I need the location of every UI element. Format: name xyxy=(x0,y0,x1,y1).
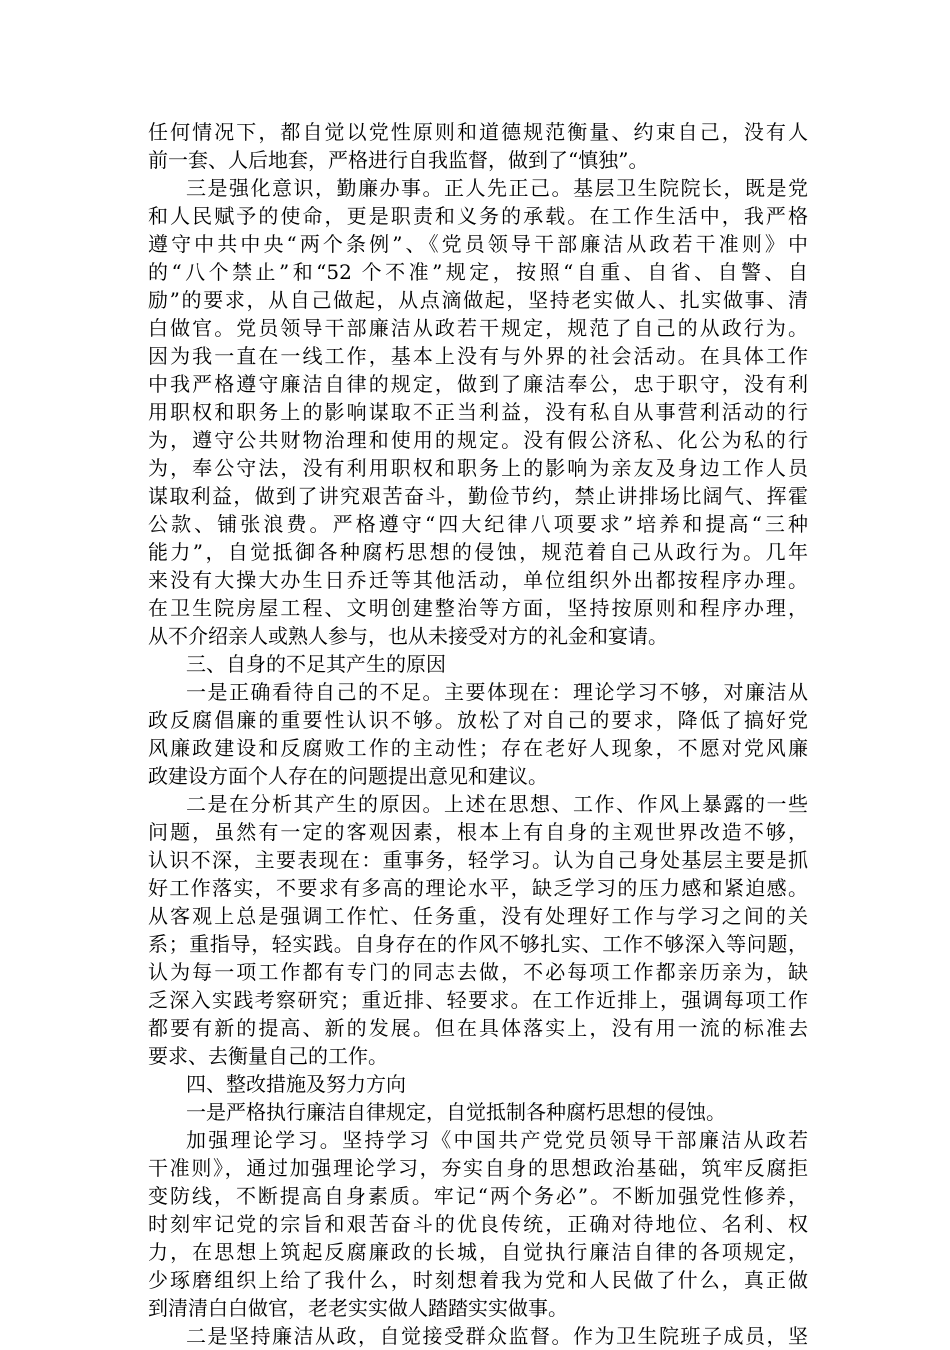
text-line: 为，奉公守法，没有利用职权和职务上的影响为亲友及身边工作人员 xyxy=(148,456,808,480)
section-heading: 四、整改措施及努力方向 xyxy=(186,1072,406,1096)
text-line: 到清清白白做官，老老实实做人踏踏实实做事。 xyxy=(148,1296,568,1320)
text-line: 政反腐倡廉的重要性认识不够。放松了对自己的要求，降低了搞好党 xyxy=(148,708,808,732)
text-line: 的“八个禁止”和“52 个不准”规定，按照“自重、自省、自警、自 xyxy=(148,260,808,284)
text-line: 用职权和职务上的影响谋取不正当利益，没有私自从事营利活动的行 xyxy=(148,400,808,424)
text-line: 一是正确看待自己的不足。主要体现在：理论学习不够，对廉洁从 xyxy=(186,680,808,704)
text-line: 中我严格遵守廉洁自律的规定，做到了廉洁奉公，忠于职守，没有利 xyxy=(148,372,808,396)
text-line: 力，在思想上筑起反腐廉政的长城，自觉执行廉洁自律的各项规定， xyxy=(148,1240,808,1264)
text-line: 谋取利益，做到了讲究艰苦奋斗，勤俭节约，禁止讲排场比阔气、挥霍 xyxy=(148,484,808,508)
text-line: 时刻牢记党的宗旨和艰苦奋斗的优良传统，正确对待地位、名利、权 xyxy=(148,1212,808,1236)
section-heading: 三、自身的不足其产生的原因 xyxy=(186,652,446,676)
text-line: 为，遵守公共财物治理和使用的规定。没有假公济私、化公为私的行 xyxy=(148,428,808,452)
text-line: 问题，虽然有一定的客观因素，根本上有自身的主观世界改造不够， xyxy=(148,820,808,844)
text-line: 风廉政建设和反腐败工作的主动性；存在老好人现象，不愿对党风廉 xyxy=(148,736,808,760)
document-body xyxy=(148,118,808,1350)
text-line: 公款、铺张浪费。严格遵守“四大纪律八项要求”培养和提高“三种 xyxy=(148,512,808,536)
text-line: 因为我一直在一线工作，基本上没有与外界的社会活动。在具体工作 xyxy=(148,344,808,368)
text-line: 来没有大操大办生日乔迁等其他活动，单位组织外出都按程序办理。 xyxy=(148,568,808,592)
text-line: 一是严格执行廉洁自律规定，自觉抵制各种腐朽思想的侵蚀。 xyxy=(186,1100,726,1124)
text-line: 认识不深，主要表现在：重事务，轻学习。认为自己身处基层主要是抓 xyxy=(148,848,808,872)
text-line: 变防线，不断提高自身素质。牢记“两个务必”。不断加强党性修养， xyxy=(148,1184,808,1208)
text-line: 任何情况下，都自觉以党性原则和道德规范衡量、约束自己，没有人 xyxy=(148,120,808,144)
text-line: 认为每一项工作都有专门的同志去做，不必每项工作都亲历亲为，缺 xyxy=(148,960,808,984)
text-line: 二是在分析其产生的原因。上述在思想、工作、作风上暴露的一些 xyxy=(186,792,808,816)
text-line: 好工作落实，不要求有多高的理论水平，缺乏学习的压力感和紧迫感。 xyxy=(148,876,808,900)
text-line: 白做官。党员领导干部廉洁从政若干规定，规范了自己的从政行为。 xyxy=(148,316,808,340)
text-line: 乏深入实践考察研究；重近排、轻要求。在工作近排上，强调每项工作 xyxy=(148,988,808,1012)
text-line: 在卫生院房屋工程、文明创建整治等方面，坚持按原则和程序办理， xyxy=(148,596,808,620)
text-line: 遵守中共中央“两个条例”、《党员领导干部廉洁从政若干准则》中 xyxy=(148,232,808,256)
text-line: 能力”，自觉抵御各种腐朽思想的侵蚀，规范着自己从政行为。几年 xyxy=(148,540,808,564)
text-line: 和人民赋予的使命，更是职责和义务的承载。在工作生活中，我严格 xyxy=(148,204,808,228)
text-line: 都要有新的提高、新的发展。但在具体落实上，没有用一流的标准去 xyxy=(148,1016,808,1040)
text-line: 系；重指导，轻实践。自身存在的作风不够扎实、工作不够深入等问题， xyxy=(148,932,808,956)
text-line: 前一套、人后地套，严格进行自我监督，做到了“慎独”。 xyxy=(148,148,649,172)
text-line: 三是强化意识，勤廉办事。正人先正己。基层卫生院院长，既是党 xyxy=(186,176,808,200)
text-line: 二是坚持廉洁从政，自觉接受群众监督。作为卫生院班子成员，坚 xyxy=(186,1324,808,1348)
text-line: 从不介绍亲人或熟人参与，也从未接受对方的礼金和宴请。 xyxy=(148,624,668,648)
text-line: 干准则》，通过加强理论学习，夯实自身的思想政治基础，筑牢反腐拒 xyxy=(148,1156,808,1180)
text-line: 少琢磨组织上给了我什么，时刻想着我为党和人民做了什么，真正做 xyxy=(148,1268,808,1292)
text-line: 政建设方面个人存在的问题提出意见和建议。 xyxy=(148,764,548,788)
text-line: 从客观上总是强调工作忙、任务重，没有处理好工作与学习之间的关 xyxy=(148,904,808,928)
text-line: 加强理论学习。坚持学习《中国共产党党员领导干部廉洁从政若 xyxy=(186,1128,808,1152)
text-line: 励”的要求，从自己做起，从点滴做起，坚持老实做人、扎实做事、清 xyxy=(148,288,808,312)
text-line: 要求、去衡量自己的工作。 xyxy=(148,1044,388,1068)
